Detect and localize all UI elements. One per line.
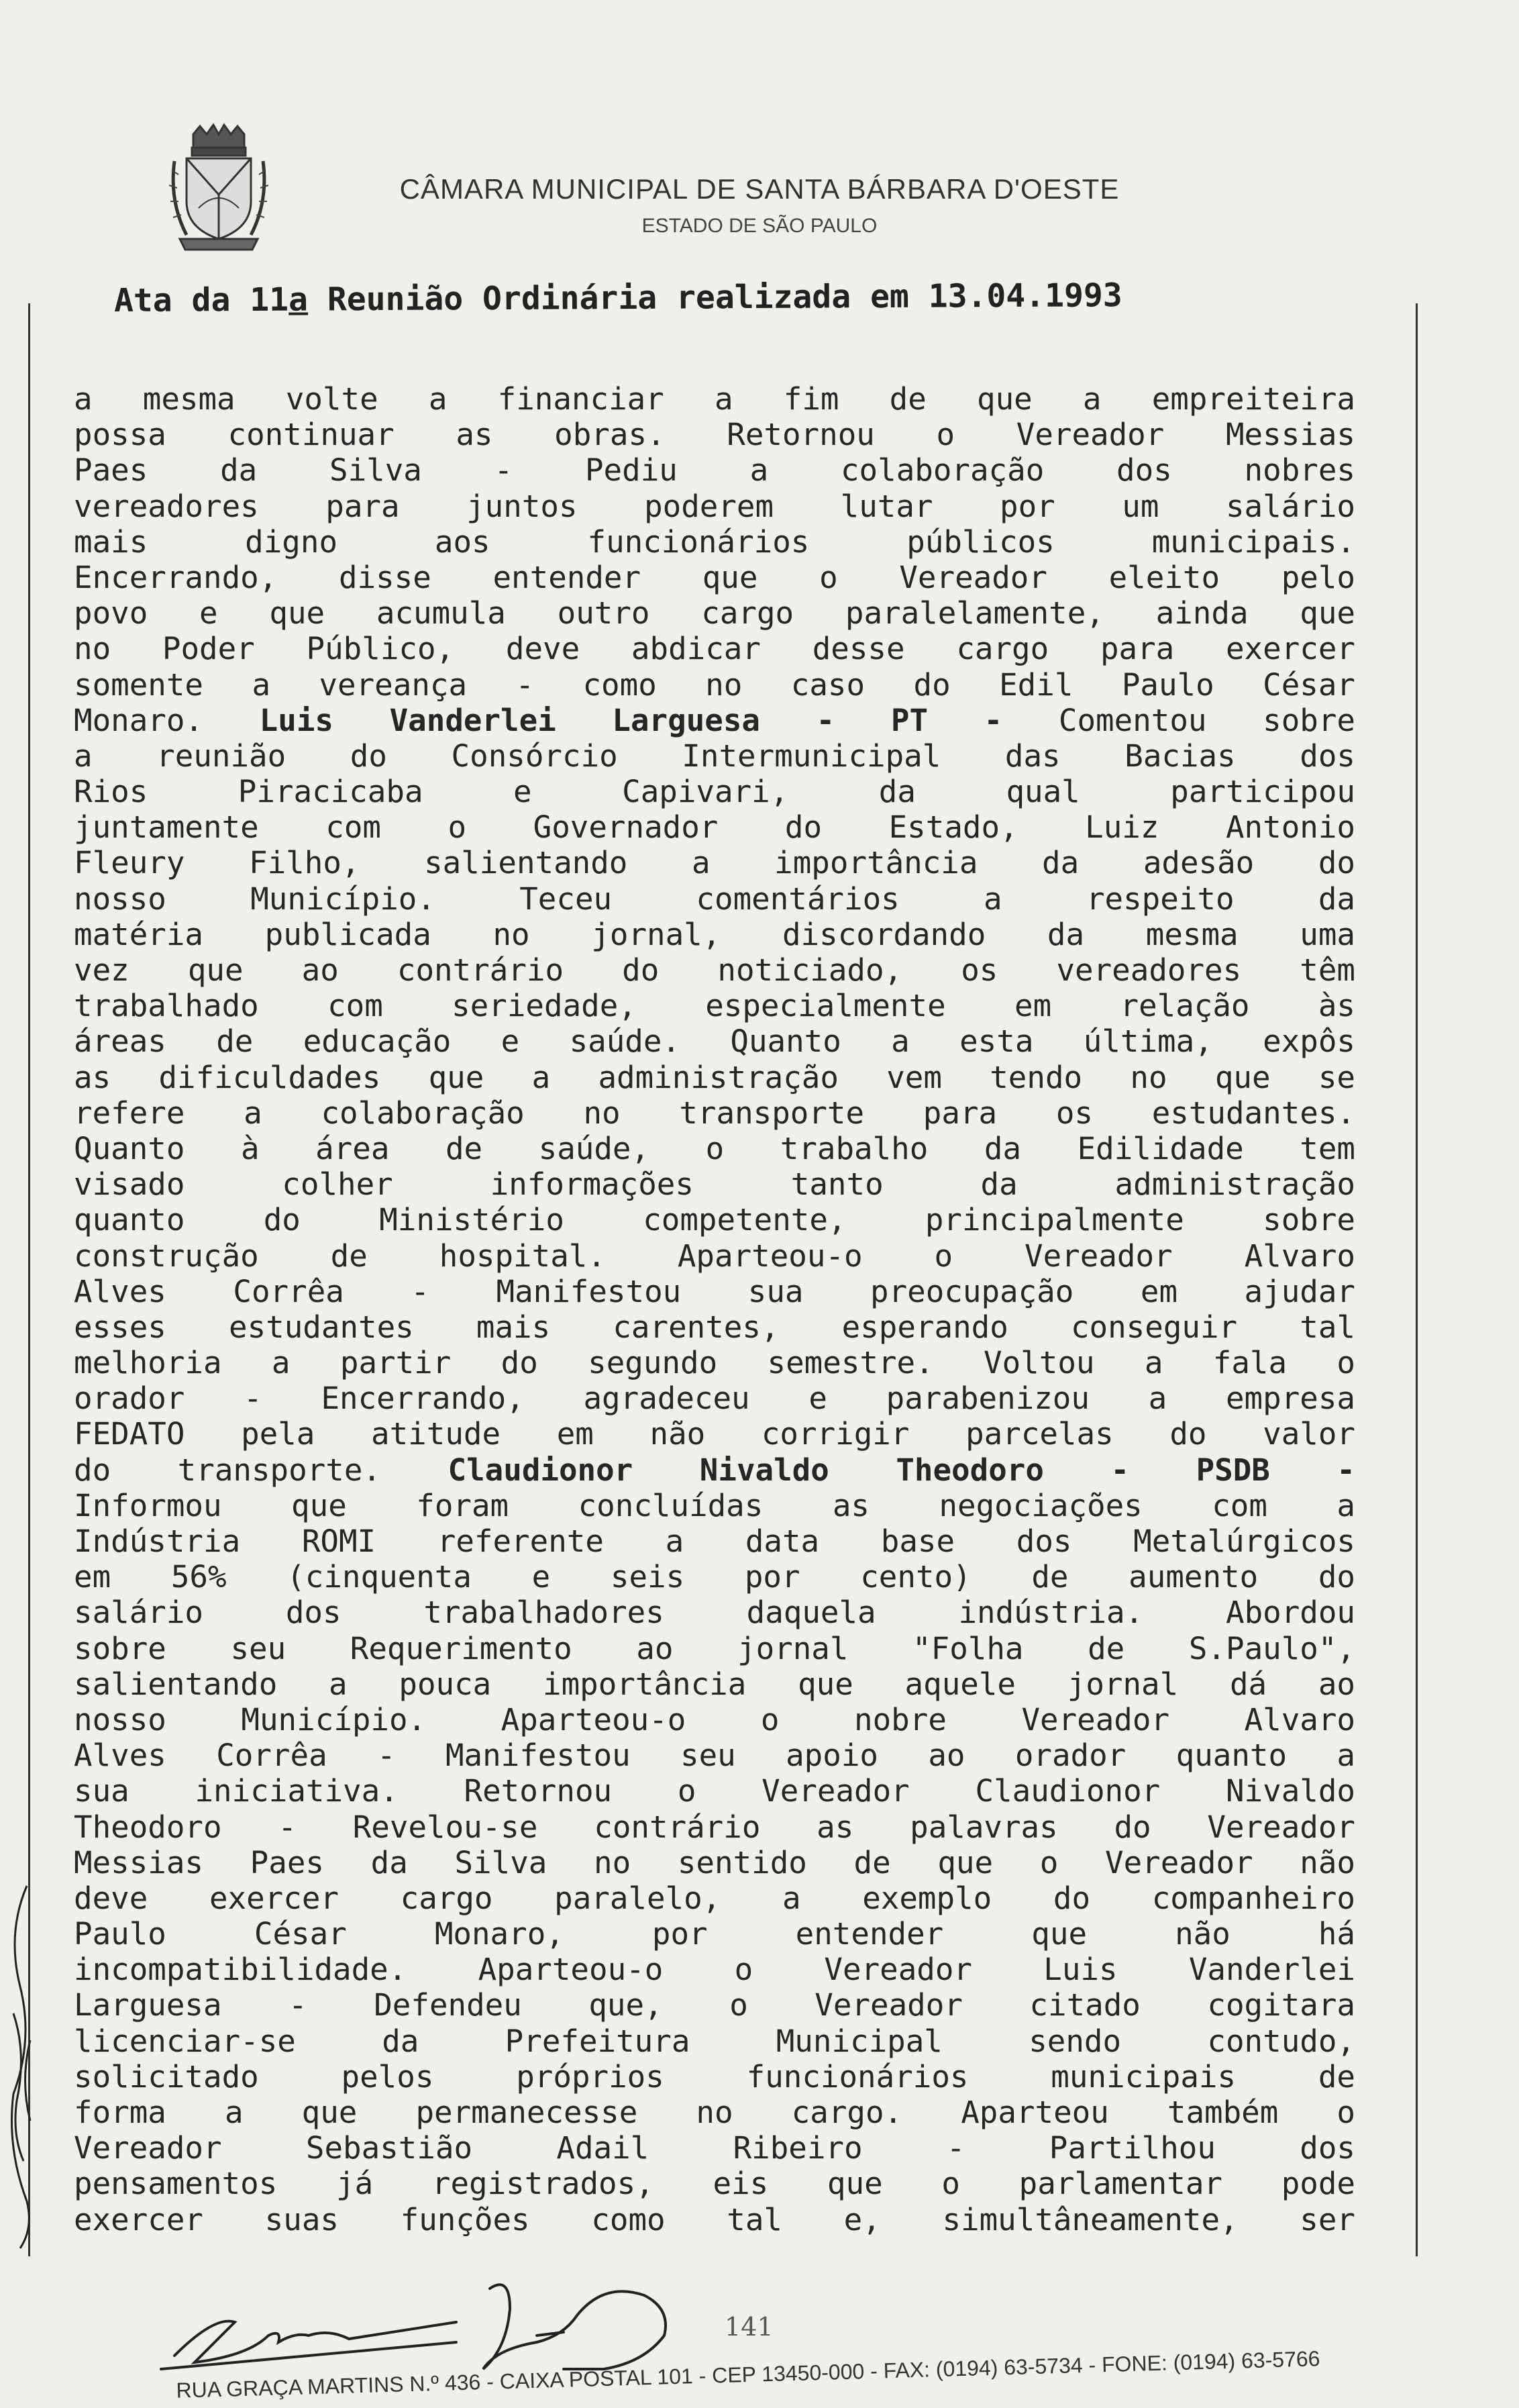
- body-line: [74, 1202, 1355, 1238]
- line-text: Vereador Sebastião Adail Ribeiro - Partilhou dos: [74, 2129, 1355, 2166]
- line-text: nosso Município. Teceu comentários a respeito da: [74, 880, 1355, 917]
- page-number: 141: [725, 2312, 774, 2342]
- line-text: Paulo César Monaro, por entender que não há: [74, 1915, 1355, 1952]
- body-line: [74, 1274, 1355, 1309]
- line-text: deve exercer cargo paralelo, a exemplo do companheiro: [74, 1879, 1355, 1916]
- line-text: Alves Corrêa - Manifestou sua preocupação em ajudar: [74, 1272, 1355, 1309]
- body-line: [74, 1773, 1355, 1809]
- body-line: [74, 703, 1355, 738]
- body-line: [74, 1916, 1355, 1952]
- body-line: [74, 2059, 1355, 2095]
- line-text: Alves Corrêa - Manifestou seu apoio ao orador quanto a: [74, 1737, 1355, 1774]
- line-text: juntamente com o Governador do Estado, Luiz Antonio: [74, 809, 1355, 846]
- body-line: [74, 1452, 1355, 1488]
- line-text: somente a vereança - como no caso do Edil Paulo César: [74, 666, 1355, 703]
- state-name: ESTADO DE SÃO PAULO: [641, 215, 878, 237]
- body-line: [74, 1523, 1355, 1559]
- body-line: [74, 1987, 1355, 2023]
- line-text: Informou que foram concluídas as negociações com a: [74, 1487, 1355, 1523]
- minutes-body: [74, 381, 1355, 2238]
- line-text: Comentou sobre: [1002, 701, 1355, 738]
- body-line: [74, 1702, 1355, 1738]
- body-line: [74, 1880, 1355, 1916]
- line-text: Larguesa - Defendeu que, o Vereador citado cogitara: [74, 1987, 1355, 2023]
- body-line: [74, 1345, 1355, 1381]
- line-text: Fleury Filho, salientando a importância da adesão do: [74, 844, 1355, 881]
- body-line: [74, 917, 1355, 952]
- body-line: [74, 1488, 1355, 1523]
- line-text: esses estudantes mais carentes, esperando conseguir tal: [74, 1308, 1355, 1345]
- line-text: salário dos trabalhadores daquela indústria. Abordou: [74, 1594, 1355, 1631]
- body-line: [74, 2023, 1355, 2059]
- line-text: Indústria ROMI referente a data base dos Metalúrgicos: [74, 1523, 1355, 1559]
- line-text: nosso Município. Aparteou-o o nobre Vereador Alvaro: [74, 1701, 1355, 1738]
- line-text: orador - Encerrando, agradeceu e parabenizou a empresa: [74, 1380, 1355, 1417]
- line-text: Messias Paes da Silva no sentido de que o Vereador não: [74, 1844, 1355, 1880]
- line-text: refere a colaboração no transporte para os estudantes.: [74, 1094, 1355, 1131]
- institution-name: CÂMARA MUNICIPAL DE SANTA BÁRBARA D'OESTE: [399, 173, 1120, 205]
- line-text: construção de hospital. Aparteou-o o Vereador Alvaro: [74, 1237, 1355, 1274]
- line-text: quanto do Ministério competente, principalmente sobre: [74, 1201, 1355, 1238]
- body-line: [74, 417, 1355, 452]
- line-text: pensamentos já registrados, eis que o parlamentar pode: [74, 2165, 1355, 2202]
- line-text: forma a que permanecesse no cargo. Aparteou também o: [74, 2094, 1355, 2130]
- body-line: [74, 1238, 1355, 1274]
- line-text: Rios Piracicaba e Capivari, da qual participou: [74, 773, 1355, 810]
- line-text: povo e que acumula outro cargo paralelamente, ainda que: [74, 595, 1355, 632]
- line-text: Encerrando, disse entender que o Vereador eleito pelo: [74, 558, 1355, 595]
- speaker-name: Luis Vanderlei Larguesa - PT -: [259, 701, 1003, 738]
- line-text: licenciar-se da Prefeitura Municipal sendo contudo,: [74, 2022, 1355, 2059]
- body-line: [74, 631, 1355, 666]
- body-line: [74, 1095, 1355, 1131]
- title-ordinal: a: [288, 281, 309, 319]
- line-text: áreas de educação e saúde. Quanto a esta última, expôs: [74, 1023, 1355, 1060]
- body-line: [74, 524, 1355, 560]
- body-line: [74, 988, 1355, 1023]
- line-text: solicitado pelos próprios funcionários municipais de: [74, 2058, 1355, 2095]
- line-text: a mesma volte a financiar a fim de que a empreiteira: [74, 381, 1355, 417]
- body-line: [74, 2166, 1355, 2201]
- body-line: [74, 1416, 1355, 1452]
- body-line: [74, 1845, 1355, 1880]
- line-text: exercer suas funções como tal e, simultâneamente, ser: [74, 2201, 1355, 2238]
- footer-address: RUA GRAÇA MARTINS N.º 436 - CAIXA POSTAL 101 - CEP 13450-000 - FAX: (0194) 63-5734 - FONE: (0194) 63-5766: [176, 2346, 1320, 2403]
- body-line: [74, 738, 1355, 774]
- body-line: [74, 1166, 1355, 1202]
- body-line: [74, 1131, 1355, 1166]
- body-line: [74, 1381, 1355, 1416]
- body-line: [74, 774, 1355, 809]
- frame-right-rule: [1416, 303, 1418, 2256]
- body-line: [74, 2202, 1355, 2238]
- body-line: [74, 809, 1355, 845]
- line-text: mais digno aos funcionários públicos municipais.: [74, 523, 1355, 560]
- body-line: [74, 2130, 1355, 2166]
- body-line: [74, 1631, 1355, 1666]
- body-line: [74, 1738, 1355, 1773]
- body-line: [74, 452, 1355, 488]
- body-line: [74, 1060, 1355, 1095]
- line-text: salientando a pouca importância que aquele jornal dá ao: [74, 1665, 1355, 1702]
- body-line: [74, 667, 1355, 703]
- line-text: vez que ao contrário do noticiado, os vereadores têm: [74, 952, 1355, 988]
- line-text: sua iniciativa. Retornou o Vereador Claudionor Nivaldo: [74, 1772, 1355, 1809]
- margin-initials: [0, 1879, 40, 2255]
- line-text: vereadores para juntos poderem lutar por um salário: [74, 487, 1355, 524]
- line-text: a reunião do Consórcio Intermunicipal das Bacias dos: [74, 737, 1355, 774]
- body-line: [74, 1309, 1355, 1345]
- line-text: Theodoro - Revelou-se contrário as palavras do Vereador: [74, 1808, 1355, 1845]
- body-line: [74, 560, 1355, 595]
- line-text: Quanto à área de saúde, o trabalho da Edilidade tem: [74, 1130, 1355, 1166]
- title-prefix: Ata da 11: [113, 281, 289, 319]
- line-text: sobre seu Requerimento ao jornal "Folha de S.Paulo",: [74, 1629, 1355, 1666]
- title-suffix: Reunião Ordinária realizada em 13.04.1993: [307, 277, 1122, 319]
- line-text: Monaro.: [74, 701, 260, 738]
- line-text: Paes da Silva - Pediu a colaboração dos nobres: [74, 452, 1355, 489]
- body-line: [74, 952, 1355, 988]
- line-text: do transporte.: [74, 1451, 448, 1488]
- line-text: trabalhado com seriedade, especialmente em relação às: [74, 987, 1355, 1024]
- body-line: [74, 489, 1355, 524]
- line-text: possa continuar as obras. Retornou o Vereador Messias: [74, 416, 1355, 453]
- body-line: [74, 1559, 1355, 1595]
- line-text: melhoria a partir do segundo semestre. Voltou a fala o: [74, 1344, 1355, 1381]
- line-text: FEDATO pela atitude em não corrigir parcelas do valor: [74, 1415, 1355, 1452]
- speaker-name: Claudionor Nivaldo Theodoro - PSDB -: [448, 1451, 1355, 1488]
- line-text: no Poder Público, deve abdicar desse cargo para exercer: [74, 630, 1355, 667]
- line-text: em 56% (cinquenta e seis por cento) de aumento do: [74, 1558, 1355, 1595]
- body-line: [74, 1809, 1355, 1845]
- line-text: incompatibilidade. Aparteou-o o Vereador Luis Vanderlei: [74, 1951, 1355, 1988]
- line-text: as dificuldades que a administração vem tendo no que se: [74, 1058, 1355, 1095]
- line-text: visado colher informações tanto da administração: [74, 1166, 1355, 1203]
- body-line: [74, 381, 1355, 417]
- body-line: [74, 845, 1355, 881]
- body-line: [74, 881, 1355, 917]
- document-title: [114, 275, 1342, 319]
- body-line: [74, 1595, 1355, 1630]
- body-line: [74, 2095, 1355, 2130]
- line-text: matéria publicada no jornal, discordando da mesma uma: [74, 915, 1355, 952]
- body-line: [74, 1666, 1355, 1702]
- body-line: [74, 595, 1355, 631]
- body-line: [74, 1952, 1355, 1987]
- body-line: [74, 1023, 1355, 1059]
